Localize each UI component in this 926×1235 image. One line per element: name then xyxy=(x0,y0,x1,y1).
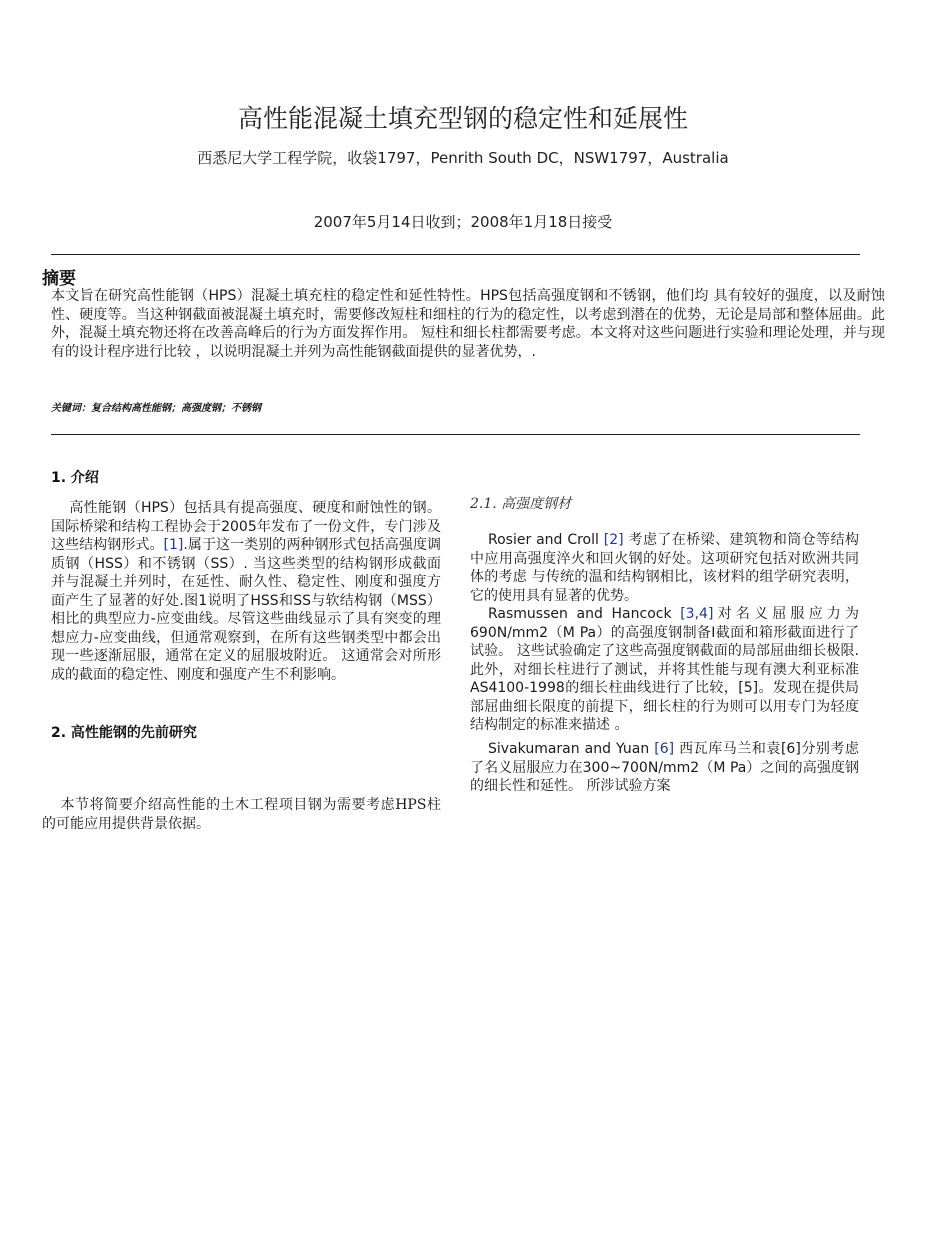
top-divider xyxy=(51,254,860,255)
s21-p1-text-a: Rosier and Croll xyxy=(488,532,604,548)
keywords: 关键词：复合结构高性能钢；高强度钢；不锈钢 xyxy=(51,403,261,414)
citation-link[interactable]: [6] xyxy=(654,741,675,757)
abstract-heading: 摘要 xyxy=(42,269,76,289)
abstract-body: 本文旨在研究高性能钢（HPS）混凝土填充柱的稳定性和延性特性。HPS包括高强度钢和不锈钢，他们均 具有较好的强度，以及耐蚀性、硬度等。当这种钢截面被混凝土填充时，需要修改短柱和细柱的行为的稳定性，以考虑到潜在的优势，无论是局部和整体屈曲。此外，混凝土填充物还将在改善高峰后的行为方面发挥作用。 短柱和细长柱都需要考虑。本文将对这些问题进行实验和理论处理，并与现有的设计程序进行比较 ，以说明混凝土并列为高性能钢截面提供的显著优势，. xyxy=(51,288,885,360)
section-2-1-paragraph-1 xyxy=(470,531,859,605)
section-1-heading: 1. 介绍 xyxy=(51,470,99,486)
citation-link[interactable]: [2] xyxy=(603,532,624,548)
citation-link[interactable]: [1] xyxy=(163,537,184,553)
s1-text-a: 高性能钢（HPS）包括具有提高强度、硬度和耐蚀性的钢。 国际桥梁和结构工程协会于2005年发布了一份文件，专门涉及这些结构钢形式。 xyxy=(51,500,441,553)
s2-text: 本节将简要介绍高性能的土木工程项目钢为需要考虑HPS柱的可能应用提供背景依据。 xyxy=(42,797,441,832)
section-2-1-heading: 2.1. 高强度钢材 xyxy=(470,496,572,512)
section-1-paragraph xyxy=(51,499,441,684)
author-affiliation: 西悉尼大学工程学院，收袋1797，Penrith South DC，NSW1797，Australia xyxy=(197,149,729,167)
section-2-heading: 2. 高性能钢的先前研究 xyxy=(51,725,197,741)
s21-p3-text-b: 西瓦库马兰和袁[6]分别考虑了名义屈服应力在300~700N/mm2（M Pa）之间的高强度钢的细长性和延性。 所涉试验方案 xyxy=(470,741,860,794)
s21-p1-text-b: 考虑了在桥梁、建筑物和筒仓等结构中应用高强度淬火和回火钢的好处。这项研究包括对欧洲共同体的考虑 与传统的温和结构钢相比，该材料的组学研究表明，它的使用具有显著的优势。 xyxy=(470,532,859,604)
received-accepted-dates: 2007年5月14日收到；2008年1月18日接受 xyxy=(313,213,613,231)
citation-link[interactable]: [3,4] xyxy=(680,606,714,622)
section-2-paragraph xyxy=(42,796,441,833)
s1-text-b: .属于这一类别的两种钢形式包括高强度调质钢（HSS）和不锈钢（SS）. 当这些类型的结构钢形成截面并与混凝土并列时，在延性、耐久性、稳定性、刚度和强度方面产生了显著的好处.图1说明了HSS和SS与软结构钢（MSS）相比的典型应力-应变曲线。尽管这些曲线显示了具有突变的理想应力-应变曲线，但通常观察到，在所有这些钢类型中都会出现一些逐渐屈服，通常在定义的屈服坡附近。 这通常会对所形成的截面的稳定性、刚度和强度产生不利影响。 xyxy=(51,537,442,683)
paper-title: 高性能混凝土填充型钢的稳定性和延展性 xyxy=(237,104,688,133)
s21-p3-text-a: Sivakumaran and Yuan xyxy=(488,741,655,757)
section-2-1-paragraph-2 xyxy=(470,605,859,735)
s21-p2-text-b: 对名义屈服应力为690N/mm2（M Pa）的高强度钢制备I截面和箱形截面进行了试验。 这些试验确定了这些高强度钢截面的局部屈曲细长极限. 此外，对细长柱进行了测试，并将其性能与现有澳大利亚标准AS4100-1998的细长柱曲线进行了比较，[5]。发现在提供局部屈曲细长限度的前提下，细长柱的行为则可以用专门为轻度结构制定的标准来描述 。 xyxy=(470,606,860,733)
abstract-divider xyxy=(51,434,860,435)
s21-p2-text-a: Rasmussen and Hancock xyxy=(488,606,681,622)
section-2-1-paragraph-3 xyxy=(470,740,859,796)
